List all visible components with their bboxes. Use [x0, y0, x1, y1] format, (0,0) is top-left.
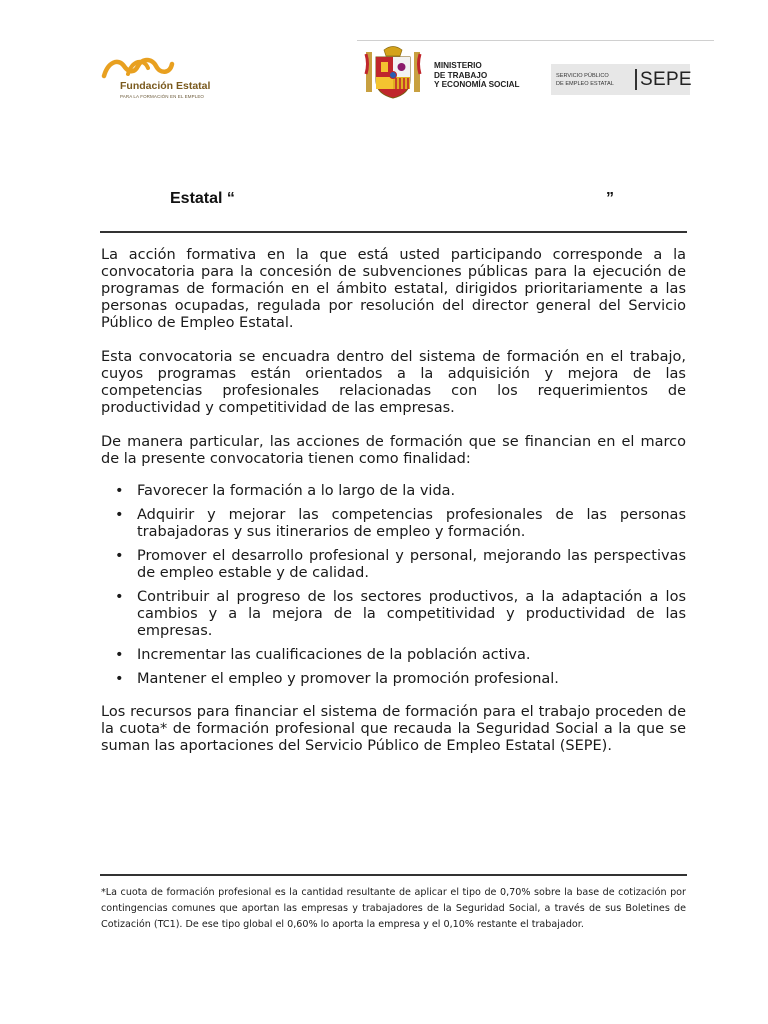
- list-item: • Mantener el empleo y promover la promoción profesional.: [137, 671, 686, 688]
- sepe-full-name: SERVICIO PÚBLICO DE EMPLEO ESTATAL: [556, 73, 614, 87]
- list-item: • Incrementar las cualificaciones de la población activa.: [137, 647, 686, 664]
- fundacion-tagline: PARA LA FORMACIÓN EN EL EMPLEO: [120, 94, 205, 99]
- paragraph-purpose: De manera particular, las acciones de formación que se financian en el marco de la presente convocatoria tienen como finalidad:: [101, 434, 686, 467]
- footnote: *La cuota de formación profesional es la cantidad resultante de aplicar el tipo de 0,70% sobre la base de cotización por contingencias comunes que aportan las empresas y trabajadores de la Seguridad Social, a través de sus Boletines de Cotización (TC1). De ese tipo global el 0,60% lo aporta la empresa y el 0,10% restante el trabajador.: [101, 887, 686, 930]
- sepe-divider: [635, 69, 637, 90]
- sepe-logo: [551, 64, 690, 95]
- paragraph-system: Esta convocatoria se encuadra dentro del sistema de formación en el trabajo, cuyos programas están orientados a la adquisición y mejora de las competencias profesionales relacionadas con los requerimientos de productividad y competitividad de las empresas.: [101, 349, 686, 416]
- coat-of-arms-icon: [364, 44, 422, 100]
- sepe-acronym: SEPE: [640, 69, 692, 90]
- footnote-rule: [100, 874, 687, 876]
- list-item: • Adquirir y mejorar las competencias profesionales de las personas trabajadoras y sus itinerarios de empleo y formación.: [137, 507, 686, 541]
- page-title-left: Estatal “: [170, 190, 235, 207]
- page-title-right: ”: [606, 190, 614, 207]
- list-item: • Promover el desarrollo profesional y personal, mejorando las perspectivas de empleo estable y de calidad.: [137, 548, 686, 582]
- paragraph-intro: La acción formativa en la que está usted participando corresponde a la convocatoria para la concesión de subvenciones públicas para la ejecución de programas de formación en el ámbito estatal, dirigidos prioritariamente a las personas ocupadas, regulada por resolución del director general del Servicio Público de Empleo Estatal.: [101, 247, 686, 331]
- list-item: • Favorecer la formación a lo largo de la vida.: [137, 483, 686, 500]
- ministerio-name: MINISTERIO DE TRABAJO Y ECONOMÍA SOCIAL: [434, 61, 520, 90]
- objectives-list: [101, 483, 686, 688]
- fundacion-infinity-icon: [100, 52, 180, 82]
- fundacion-estatal-logo: [100, 52, 230, 104]
- heading-rule: [100, 231, 687, 233]
- fundacion-name: Fundación Estatal: [120, 80, 211, 92]
- document-body: [101, 247, 686, 772]
- list-item: • Contribuir al progreso de los sectores productivos, a la adaptación a los cambios y a la mejora de la competitividad y productividad de las empresas.: [137, 589, 686, 640]
- paragraph-funding: Los recursos para financiar el sistema de formación para el trabajo proceden de la cuota* de formación profesional que recauda la Seguridad Social a la que se suman las aportaciones del Servicio Público de Empleo Estatal (SEPE).: [101, 704, 686, 754]
- header-divider: [357, 40, 714, 41]
